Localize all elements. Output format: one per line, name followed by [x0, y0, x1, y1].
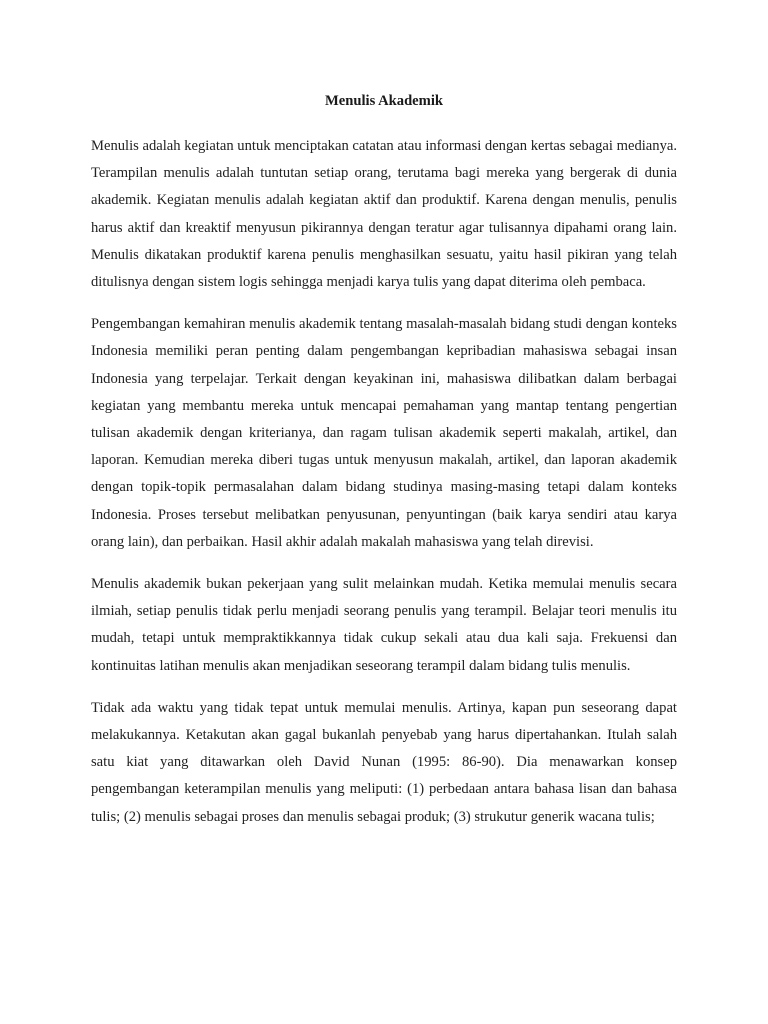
paragraph-2: Pengembangan kemahiran menulis akademik tentang masalah-masalah bidang studi dengan konteks Indonesia memiliki peran penting dalam pengembangan kepribadian mahasiswa sebagai insan Indonesia yang terpelajar. Terkait dengan keyakinan ini, mahasiswa dilibatkan dalam berbagai kegiatan yang membantu mereka untuk mencapai pemahaman yang mantap tentang pengertian tulisan akademik dengan kriterianya, dan ragam tulisan akademik seperti makalah, artikel, dan laporan. Kemudian mereka diberi tugas untuk menyusun makalah, artikel, dan laporan akademik dengan topik-topik permasalahan dalam bidang studinya masing-masing tetapi dalam konteks Indonesia. Proses tersebut melibatkan penyusunan, penyuntingan (baik karya sendiri atau karya orang lain), dan perbaikan. Hasil akhir adalah makalah mahasiswa yang telah direvisi.	[91, 316, 677, 550]
paragraph-4: Tidak ada waktu yang tidak tepat untuk memulai menulis. Artinya, kapan pun seseorang dapat melakukannya. Ketakutan akan gagal bukanlah penyebab yang harus dipertahankan. Itulah salah satu kiat yang ditawarkan oleh David Nunan (1995: 86-90). Dia menawarkan konsep pengembangan keterampilan menulis yang meliputi: (1) perbedaan antara bahasa lisan dan bahasa tulis; (2) menulis sebagai proses dan menulis sebagai produk; (3) strukutur generik wacana tulis;	[91, 699, 677, 825]
document-body	[91, 133, 677, 846]
document-title: Menulis Akademik	[325, 93, 443, 109]
paragraph-1: Menulis adalah kegiatan untuk menciptakan catatan atau informasi dengan kertas sebagai medianya. Terampilan menulis adalah tuntutan setiap orang, terutama bagi mereka yang bergerak di dunia akademik. Kegiatan menulis adalah kegiatan aktif dan produktif. Karena dengan menulis, penulis harus aktif dan kreaktif menyusun pikirannya dengan teratur agar tulisannya dipahami orang lain. Menulis dikatakan produktif karena penulis menghasilkan sesuatu, yaitu hasil pikiran yang telah ditulisnya dengan sistem logis sehingga menjadi karya tulis yang dapat diterima oleh pembaca.	[91, 138, 677, 291]
paragraph-3: Menulis akademik bukan pekerjaan yang sulit melainkan mudah. Ketika memulai menulis secara ilmiah, setiap penulis tidak perlu menjadi seorang penulis yang terampil. Belajar teori menulis itu mudah, tetapi untuk mempraktikkannya tidak cukup sekali atau dua kali saja. Frekuensi dan kontinuitas latihan menulis akan menjadikan seseorang terampil dalam bidang tulis menulis.	[91, 576, 677, 674]
